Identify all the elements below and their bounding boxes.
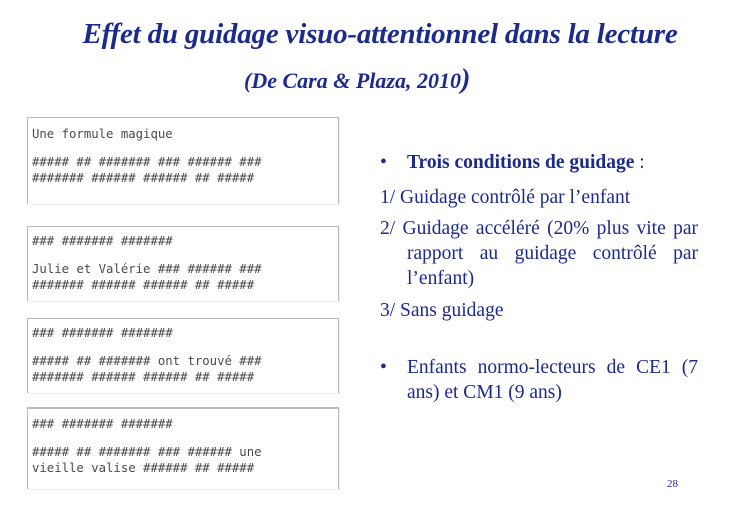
text-panel-3	[27, 318, 339, 393]
conditions-bullet	[380, 150, 698, 175]
slide-title: Effet du guidage visuo-attentionnel dans la lecture	[82, 18, 678, 50]
conditions-heading: Trois conditions de guidage	[407, 152, 635, 173]
subtitle-paren: )	[460, 64, 471, 95]
panel-line: Julie et Valérie ### ###### ###	[32, 262, 262, 276]
panel-line: ####### ###### ###### ## #####	[32, 370, 255, 383]
condition-item-2: 2/ Guidage accéléré (20% plus vite par rapport au guidage contrôlé par l’enfant)	[380, 218, 698, 289]
panel-gap	[28, 142, 338, 154]
panel-line: ####### ###### ###### ## #####	[32, 171, 255, 184]
text-panel-1	[27, 117, 339, 204]
condition-item-3: 3/ Sans guidage	[380, 300, 504, 321]
text-panel-4	[27, 407, 339, 489]
subtitle-text: (De Cara & Plaza, 2010	[244, 68, 461, 93]
panel-line: vieille valise ###### ## #####	[32, 461, 255, 475]
bullet-icon: •	[380, 152, 387, 173]
condition-item-1: 1/ Guidage contrôlé par l’enfant	[380, 187, 631, 208]
panel-line: ##### ## ####### ### ###### ###	[32, 155, 262, 169]
panel-line: Une formule magique	[32, 127, 173, 141]
panel-line: ##### ## ####### ### ###### une	[32, 445, 262, 459]
panel-gap	[28, 341, 338, 353]
text-panel-2	[27, 226, 339, 301]
panel-gap	[28, 249, 338, 261]
children-text: Enfants normo-lecteurs de CE1 (7 ans) et CM1 (9 ans)	[407, 357, 698, 403]
page-number: 28	[667, 478, 678, 490]
children-bullet	[380, 355, 698, 405]
panel-line: ### ####### #######	[32, 234, 173, 248]
slide-content	[380, 150, 698, 405]
panel-gap	[28, 432, 338, 444]
panel-line: ##### ## ####### ont trouvé ###	[32, 354, 262, 368]
panel-line: ####### ###### ###### ## #####	[32, 278, 255, 291]
panel-line: ### ####### #######	[32, 326, 173, 340]
panel-line: ### ####### #######	[32, 417, 173, 431]
slide-subtitle	[244, 64, 470, 96]
conditions-colon: :	[634, 152, 645, 173]
bullet-icon: •	[380, 357, 387, 378]
